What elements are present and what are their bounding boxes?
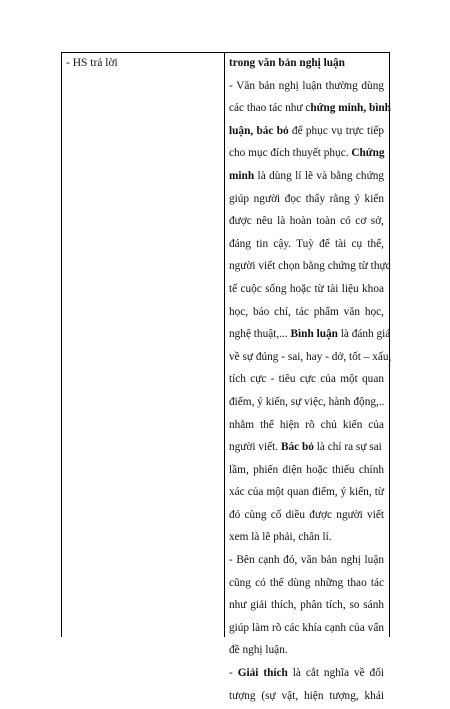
bold-text: Giải thích	[237, 667, 288, 680]
bold-text: luận, bác bỏ	[229, 124, 289, 137]
paragraph-line	[229, 144, 384, 167]
bold-text: hứng minh, bình	[310, 102, 391, 115]
text-span: nghệ thuật,...	[229, 328, 291, 341]
text-span: cho mục đích thuyết phục.	[229, 147, 352, 160]
left-cell-answer: - HS trả lời	[66, 57, 118, 69]
paragraph-line	[229, 212, 384, 235]
text-span: đề nghị luận.	[229, 644, 288, 657]
paragraph-line	[229, 303, 384, 326]
bold-text: Bình luận	[290, 328, 338, 341]
text-span: người viết chọn bằng chứng từ thực	[229, 260, 391, 273]
paragraph-line	[229, 122, 384, 145]
paragraph-line	[229, 99, 391, 122]
paragraph-line	[229, 416, 384, 439]
bold-text: trong văn bản nghị luận	[229, 57, 345, 69]
text-span: - Bên cạnh đó, văn bản nghị luận	[229, 554, 384, 567]
paragraph-line	[229, 54, 384, 77]
bold-text: Bác bỏ	[280, 441, 314, 454]
text-span: giúp làm rõ các khía cạnh của vấn	[229, 621, 384, 634]
text-span: là cắt nghĩa về đối	[287, 667, 384, 680]
paragraph-line	[229, 506, 384, 529]
paragraph-line	[229, 280, 384, 303]
text-span: tượng (sự vật, hiện tượng, khái	[229, 689, 384, 702]
paragraph-line	[229, 528, 384, 551]
text-span: lầm, phiến diện hoặc thiếu chính	[229, 463, 384, 476]
text-span: người viết.	[229, 441, 281, 454]
right-cell-content	[229, 54, 392, 709]
text-span: xem là lẽ phải, chân lí.	[229, 531, 332, 544]
bold-text: Chứng	[351, 147, 385, 160]
paragraph-line	[229, 257, 391, 280]
paragraph-line	[229, 438, 384, 461]
paragraph-line	[229, 483, 384, 506]
text-span: như giải thích, phân tích, so sánh	[229, 599, 384, 612]
paragraph-line	[229, 641, 384, 664]
paragraph-line	[229, 235, 384, 258]
text-span: để phục vụ trực tiếp	[288, 124, 384, 137]
paragraph-line	[229, 574, 384, 597]
text-span: nhằm thể hiện rõ chủ kiến của	[229, 418, 384, 431]
text-span: tế cuộc sống hoặc từ tài liệu khoa	[229, 282, 384, 295]
text-span: cũng có thể dùng những thao tác	[229, 576, 384, 589]
text-span: là đánh giá	[337, 328, 391, 341]
paragraph-line	[229, 77, 384, 100]
text-span: đó cùng cố diều được người viết	[229, 508, 384, 521]
text-span: -	[229, 667, 238, 680]
paragraph-line	[229, 393, 384, 416]
bold-text: minh	[229, 169, 255, 182]
paragraph-line	[229, 551, 384, 574]
paragraph-line	[229, 664, 384, 687]
text-span: được nêu là hoàn toàn có cơ sở,	[229, 215, 384, 228]
paragraph-line	[229, 619, 384, 642]
paragraph-line	[229, 370, 384, 393]
text-span: - Văn bản nghị luận thường dùng	[229, 79, 384, 92]
content-table	[61, 52, 392, 702]
paragraph-line	[229, 325, 391, 348]
paragraph-line	[229, 167, 384, 190]
text-span: là dùng lí lẽ và bằng chứng	[254, 169, 384, 182]
text-span: các thao tác như c	[229, 102, 311, 115]
text-span: tích cực - tiêu cực của một quan	[229, 373, 384, 386]
paragraph-line	[229, 348, 392, 371]
text-span: học, báo chí, tác phẩm văn học,	[229, 305, 384, 318]
paragraph-line	[229, 596, 384, 619]
paragraph-line	[229, 190, 384, 213]
text-span: về sự đúng - sai, hay - dở, tốt – xấu,	[229, 350, 392, 363]
text-span: điểm, ý kiến, sự việc, hành động,..	[229, 395, 385, 408]
paragraph-line	[229, 687, 384, 709]
column-divider	[224, 53, 225, 637]
text-span: giúp người đọc thấy rằng ý kiến	[229, 192, 384, 205]
text-span: xác của một quan điểm, ý kiến, từ	[229, 486, 384, 499]
text-span: đáng tin cậy. Tuỳ để tài cụ thể,	[229, 237, 384, 250]
text-span: là chỉ ra sự sai	[313, 441, 382, 454]
paragraph-line	[229, 461, 384, 484]
